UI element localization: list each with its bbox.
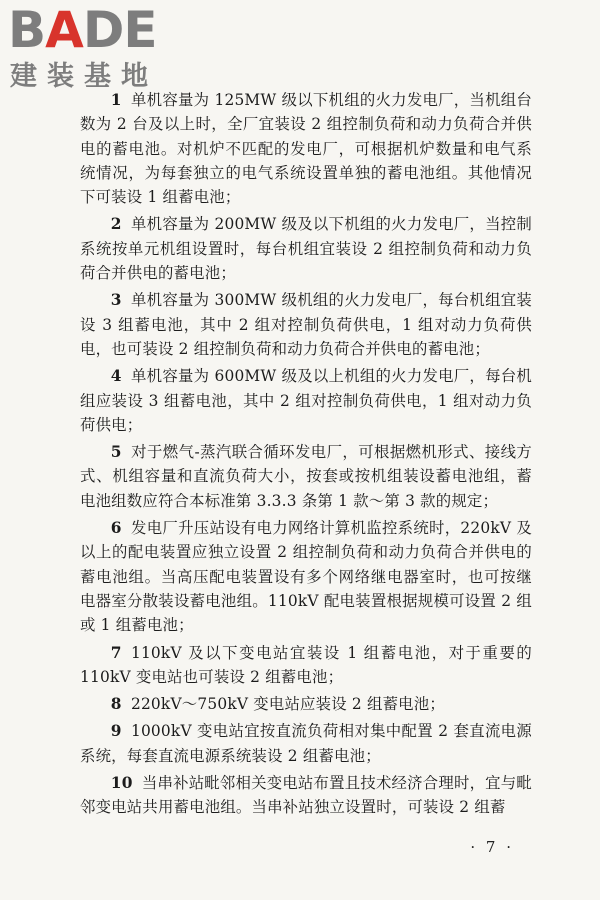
clause-3: [80, 288, 532, 361]
clause-number: 4: [110, 367, 122, 386]
clause-text: 单机容量为 300MW 级机组的火力发电厂，每台机组宜装设 3 组蓄电池，其中 2 组对控制负荷供电，1 组对动力负荷供电，也可装设 2 组控制负荷和动力负荷合并供电的蓄电池；: [80, 291, 532, 358]
logo-letters-de: DE: [82, 1, 157, 59]
clause-text: 单机容量为 600MW 级及以上机组的火力发电厂，每台机组应装设 3 组蓄电池，其中 2 组对控制负荷供电，1 组对动力负荷供电；: [80, 367, 532, 434]
clause-number: 9: [110, 722, 122, 741]
logo-letter-a: A: [45, 1, 83, 59]
clause-text: 发电厂升压站设有电力网络计算机监控系统时，220kV 及以上的配电装置应独立设置 2 组控制负荷和动力负荷合并供电的蓄电池组。当高压配电装置设有多个网络继电器室时，也可按继电器室分散装设蓄电池组。110kV 配电装置根据规模可设置 2 组或 1 组蓄电池；: [80, 519, 532, 635]
clause-1: [80, 88, 532, 209]
clause-9: [80, 719, 532, 768]
clause-text: 单机容量为 125MW 级以下机组的火力发电厂，当机组台数为 2 台及以上时，全厂宜装设 2 组控制负荷和动力负荷合并供电的蓄电池。对机炉不匹配的发电厂，可根据机炉数量和电气系统情况，为每套独立的电气系统设置单独的蓄电池组。其他情况下可装设 1 组蓄电池；: [80, 91, 532, 207]
clause-text: 单机容量为 200MW 级及以下机组的火力发电厂，当控制系统按单元机组设置时，每台机组宜装设 2 组控制负荷和动力负荷合并供电的蓄电池；: [80, 215, 532, 283]
clause-number: 8: [110, 695, 122, 714]
clause-number: 3: [110, 291, 122, 310]
clause-7: [80, 641, 532, 690]
clause-number: 1: [110, 91, 122, 109]
clause-2: [80, 212, 532, 285]
clause-5: [80, 440, 532, 513]
logo-subtitle: 建装基地: [10, 61, 158, 92]
clause-10: [80, 771, 532, 820]
clause-6: [80, 516, 532, 637]
logo-wordmark: [8, 1, 157, 59]
document-body: [80, 88, 532, 823]
logo-letter-b: B: [8, 1, 46, 59]
clause-text: 110kV 及以下变电站宜装设 1 组蓄电池，对于重要的 110kV 变电站也可装设 2 组蓄电池；: [80, 643, 532, 686]
clause-text: 220kV～750kV 变电站应装设 2 组蓄电池；: [130, 695, 445, 714]
clause-number: 2: [110, 215, 122, 234]
clause-number: 10: [110, 774, 133, 793]
clause-number: 7: [110, 643, 122, 662]
page-number: · 7 ·: [470, 838, 514, 856]
bade-logo: [8, 1, 178, 94]
clause-8: [80, 692, 532, 716]
clause-4: [80, 364, 532, 437]
clause-text: 1000kV 变电站宜按直流负荷相对集中配置 2 套直流电源系统，每套直流电源系统装设 2 组蓄电池；: [80, 722, 532, 765]
clause-text: 对于燃气-蒸汽联合循环发电厂，可根据燃机形式、接线方式、机组容量和直流负荷大小，按套或按机组装设蓄电池组，蓄电池组数应符合本标准第 3.3.3 条第 1 款～第 3 款的规定；: [80, 443, 532, 510]
clause-number: 6: [110, 519, 122, 538]
clause-text: 当串补站毗邻相关变电站布置且技术经济合理时，宜与毗邻变电站共用蓄电池组。当串补站独立设置时，可装设 2 组蓄: [80, 774, 532, 817]
clause-number: 5: [110, 443, 122, 462]
